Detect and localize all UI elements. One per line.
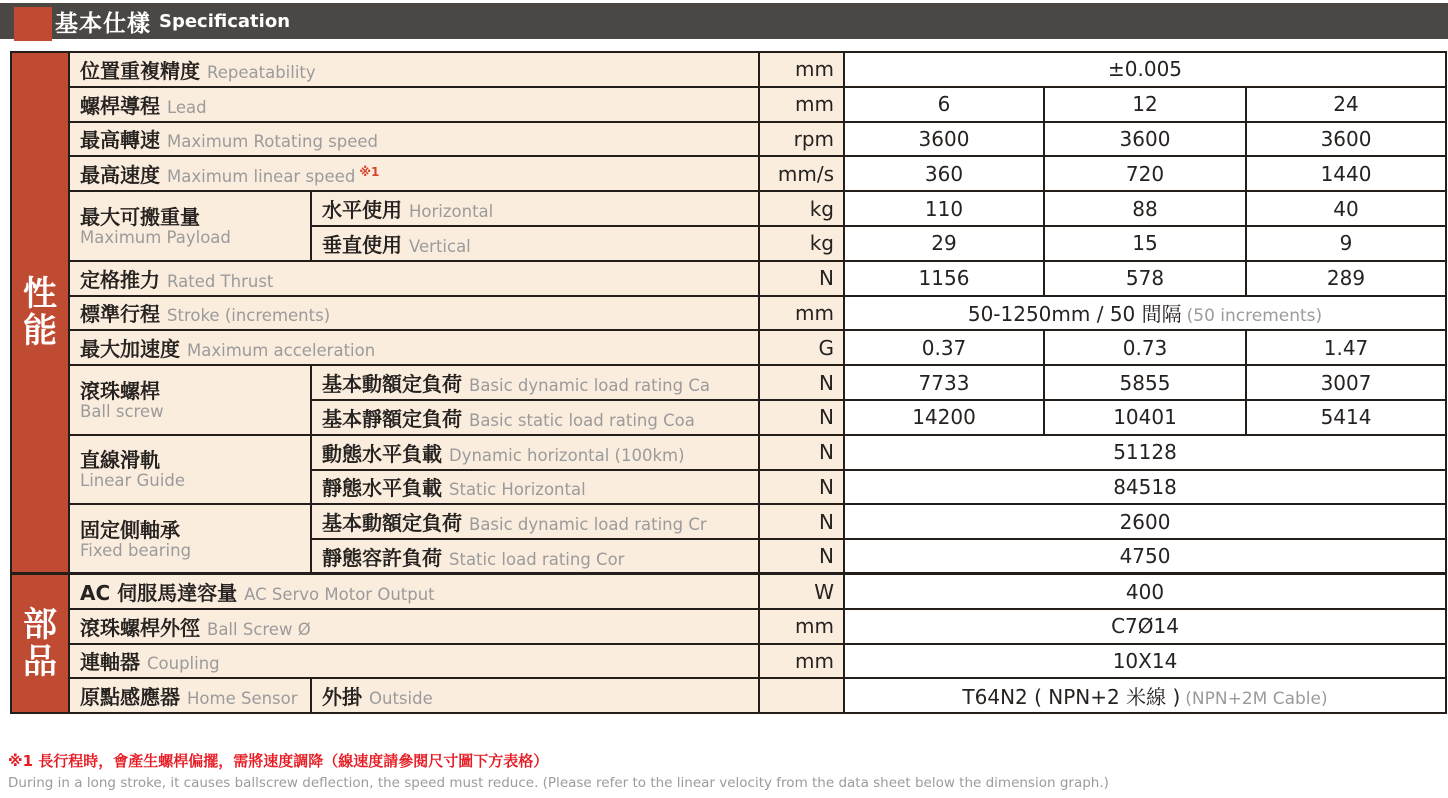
row-acceleration xyxy=(11,330,1446,365)
label-payload-en: Maximum Payload xyxy=(80,227,231,247)
label-rotating-speed-en: Maximum Rotating speed xyxy=(167,132,379,152)
label-guide-static-cjk: 靜態水平負載 xyxy=(322,476,442,501)
label-coupling-en: Coupling xyxy=(147,654,220,674)
label-payload-horizontal xyxy=(311,191,759,226)
label-ball-screw-dynamic xyxy=(311,365,759,400)
label-screw-diameter xyxy=(69,609,759,644)
value-payload-horizontal-3: 40 xyxy=(1246,191,1446,226)
value-lead-3: 24 xyxy=(1246,87,1446,122)
unit-repeatability: mm xyxy=(759,52,844,87)
page-title-cjk: 基本仕樣 xyxy=(55,10,151,37)
page-title-en: Specification xyxy=(159,10,291,32)
unit-rated-thrust: N xyxy=(759,261,844,296)
row-screw-diameter xyxy=(11,609,1446,644)
label-linear-guide-group xyxy=(69,435,311,505)
label-payload-vertical xyxy=(311,226,759,261)
label-bearing-static-cjk: 靜態容許負荷 xyxy=(322,545,442,570)
label-guide-dynamic-en: Dynamic horizontal (100km) xyxy=(449,445,685,465)
section-performance-char1: 性 xyxy=(23,274,57,314)
unit-servo-output: W xyxy=(759,574,844,609)
value-stroke xyxy=(844,296,1446,331)
value-rated-thrust-1: 1156 xyxy=(844,261,1044,296)
label-bearing-static xyxy=(311,539,759,574)
label-screw-diameter-en: Ball Screw Ø xyxy=(207,619,311,639)
label-rated-thrust-en: Rated Thrust xyxy=(167,271,274,291)
unit-lead: mm xyxy=(759,87,844,122)
label-coupling-cjk: 連軸器 xyxy=(80,650,140,675)
value-payload-horizontal-2: 88 xyxy=(1044,191,1246,226)
label-linear-speed-en: Maximum linear speed xyxy=(167,167,356,187)
label-acceleration xyxy=(69,330,759,365)
unit-home-sensor xyxy=(759,678,844,713)
unit-payload-vertical: kg xyxy=(759,226,844,261)
unit-guide-static: N xyxy=(759,470,844,505)
row-linear-speed xyxy=(11,156,1446,191)
value-ball-screw-dynamic-1: 7733 xyxy=(844,365,1044,400)
label-guide-dynamic-cjk: 動態水平負載 xyxy=(322,441,442,466)
unit-stroke: mm xyxy=(759,296,844,331)
footnote-en: During in a long stroke, it causes ballscrew deflection, the speed must reduce. (Please refer to the linear velocity from the data sheet below the dimension graph.) xyxy=(8,774,1109,791)
label-ball-screw-cjk: 滾珠螺桿 xyxy=(80,378,160,403)
label-screw-diameter-cjk: 滾珠螺桿外徑 xyxy=(80,615,200,640)
label-coupling xyxy=(69,644,759,679)
value-stroke-main: 50-1250mm / 50 間隔 xyxy=(967,302,1182,327)
label-ball-screw-dynamic-en: Basic dynamic load rating Ca xyxy=(469,376,710,396)
label-repeatability-en: Repeatability xyxy=(207,62,316,82)
label-lead xyxy=(69,87,759,122)
row-repeatability xyxy=(11,52,1446,87)
label-lead-en: Lead xyxy=(167,97,207,117)
row-servo-output xyxy=(11,574,1446,609)
value-payload-horizontal-1: 110 xyxy=(844,191,1044,226)
value-guide-static: 84518 xyxy=(844,470,1446,505)
label-servo-output-cjk: AC 伺服馬達容量 xyxy=(80,581,238,606)
label-fixed-bearing-group xyxy=(69,504,311,574)
row-guide-dynamic xyxy=(11,435,1446,470)
label-home-sensor-cjk: 原點感應器 xyxy=(80,685,180,710)
row-rated-thrust xyxy=(11,261,1446,296)
label-linear-speed xyxy=(69,156,759,191)
spec-table xyxy=(10,51,1447,714)
label-payload-vertical-cjk: 垂直使用 xyxy=(322,232,402,257)
unit-acceleration: G xyxy=(759,330,844,365)
unit-linear-speed: mm/s xyxy=(759,156,844,191)
unit-rotating-speed: rpm xyxy=(759,122,844,157)
label-fixed-bearing-en: Fixed bearing xyxy=(80,540,192,560)
value-guide-dynamic: 51128 xyxy=(844,435,1446,470)
label-payload-vertical-en: Vertical xyxy=(409,236,471,256)
label-home-sensor xyxy=(69,678,311,713)
row-payload-horizontal xyxy=(11,191,1446,226)
label-ball-screw-en: Ball screw xyxy=(80,401,164,421)
value-home-sensor xyxy=(844,678,1446,713)
unit-guide-dynamic: N xyxy=(759,435,844,470)
value-linear-speed-3: 1440 xyxy=(1246,156,1446,191)
value-screw-diameter: C7Ø14 xyxy=(844,609,1446,644)
label-servo-output xyxy=(69,574,759,609)
footnote-cjk: ※1 長行程時，會產生螺桿偏擺，需將速度調降（線速度請參閱尺寸圖下方表格） xyxy=(8,752,549,770)
value-rated-thrust-2: 578 xyxy=(1044,261,1246,296)
label-fixed-bearing-cjk: 固定側軸承 xyxy=(80,517,180,542)
label-guide-dynamic xyxy=(311,435,759,470)
value-linear-speed-2: 720 xyxy=(1044,156,1246,191)
value-rotating-speed-1: 3600 xyxy=(844,122,1044,157)
label-repeatability xyxy=(69,52,759,87)
label-stroke-en: Stroke (increments) xyxy=(167,306,331,326)
unit-payload-horizontal: kg xyxy=(759,191,844,226)
label-linear-guide-cjk: 直線滑軌 xyxy=(80,448,160,473)
value-rotating-speed-3: 3600 xyxy=(1246,122,1446,157)
footnote-ref-mark: ※1 xyxy=(359,164,380,179)
value-payload-vertical-3: 9 xyxy=(1246,226,1446,261)
label-guide-static xyxy=(311,470,759,505)
row-ball-screw-dynamic xyxy=(11,365,1446,400)
label-payload-cjk: 最大可搬重量 xyxy=(80,204,200,229)
value-lead-2: 12 xyxy=(1044,87,1246,122)
label-servo-output-en: AC Servo Motor Output xyxy=(244,585,435,605)
row-coupling xyxy=(11,644,1446,679)
label-rotating-speed-cjk: 最高轉速 xyxy=(80,128,160,153)
row-stroke xyxy=(11,296,1446,331)
label-repeatability-cjk: 位置重複精度 xyxy=(80,58,200,83)
label-ball-screw-static-cjk: 基本靜額定負荷 xyxy=(322,406,462,431)
row-bearing-dynamic xyxy=(11,504,1446,539)
label-home-sensor-outside-en: Outside xyxy=(369,689,433,709)
value-payload-vertical-2: 15 xyxy=(1044,226,1246,261)
value-ball-screw-dynamic-3: 3007 xyxy=(1246,365,1446,400)
label-ball-screw-static-en: Basic static load rating Coa xyxy=(469,410,695,430)
label-acceleration-cjk: 最大加速度 xyxy=(80,337,180,362)
label-bearing-dynamic-en: Basic dynamic load rating Cr xyxy=(469,515,707,535)
label-ball-screw-group xyxy=(69,365,311,435)
label-bearing-dynamic xyxy=(311,504,759,539)
value-ball-screw-static-2: 10401 xyxy=(1044,400,1246,435)
value-acceleration-3: 1.47 xyxy=(1246,330,1446,365)
label-stroke-cjk: 標準行程 xyxy=(80,302,160,327)
label-guide-static-en: Static Horizontal xyxy=(449,480,586,500)
label-bearing-dynamic-cjk: 基本動額定負荷 xyxy=(322,511,462,536)
label-lead-cjk: 螺桿導程 xyxy=(80,93,160,118)
value-payload-vertical-1: 29 xyxy=(844,226,1044,261)
label-stroke xyxy=(69,296,759,331)
value-lead-1: 6 xyxy=(844,87,1044,122)
label-home-sensor-outside-cjk: 外掛 xyxy=(322,685,362,710)
value-ball-screw-static-3: 5414 xyxy=(1246,400,1446,435)
value-home-sensor-sub: (NPN+2M Cable) xyxy=(1185,689,1328,710)
unit-ball-screw-dynamic: N xyxy=(759,365,844,400)
value-stroke-sub: (50 increments) xyxy=(1186,306,1323,327)
label-home-sensor-en: Home Sensor xyxy=(187,689,298,709)
label-bearing-static-en: Static load rating Cor xyxy=(449,549,625,569)
value-home-sensor-main: T64N2 ( NPN+2 米線 ) xyxy=(962,685,1181,710)
value-rated-thrust-3: 289 xyxy=(1246,261,1446,296)
label-linear-speed-cjk: 最高速度 xyxy=(80,163,160,188)
label-rotating-speed xyxy=(69,122,759,157)
label-payload-group xyxy=(69,191,311,261)
value-bearing-dynamic: 2600 xyxy=(844,504,1446,539)
unit-bearing-dynamic: N xyxy=(759,504,844,539)
value-repeatability: ±0.005 xyxy=(844,52,1446,87)
row-home-sensor xyxy=(11,678,1446,713)
value-acceleration-2: 0.73 xyxy=(1044,330,1246,365)
row-rotating-speed xyxy=(11,122,1446,157)
section-performance-char2: 能 xyxy=(23,310,57,351)
section-label-performance xyxy=(11,52,69,574)
label-acceleration-en: Maximum acceleration xyxy=(187,341,376,361)
header-accent-square xyxy=(14,7,52,41)
label-payload-horizontal-cjk: 水平使用 xyxy=(322,198,402,223)
section-label-parts xyxy=(11,574,69,713)
label-ball-screw-dynamic-cjk: 基本動額定負荷 xyxy=(322,372,462,397)
value-ball-screw-dynamic-2: 5855 xyxy=(1044,365,1246,400)
label-home-sensor-outside xyxy=(311,678,759,713)
unit-bearing-static: N xyxy=(759,539,844,574)
unit-ball-screw-static: N xyxy=(759,400,844,435)
footnote xyxy=(8,752,1438,792)
value-ball-screw-static-1: 14200 xyxy=(844,400,1044,435)
value-linear-speed-1: 360 xyxy=(844,156,1044,191)
row-lead xyxy=(11,87,1446,122)
unit-coupling: mm xyxy=(759,644,844,679)
unit-screw-diameter: mm xyxy=(759,609,844,644)
value-rotating-speed-2: 3600 xyxy=(1044,122,1246,157)
page-title xyxy=(55,3,290,39)
value-coupling: 10X14 xyxy=(844,644,1446,679)
label-payload-horizontal-en: Horizontal xyxy=(409,202,494,222)
label-linear-guide-en: Linear Guide xyxy=(80,471,185,491)
value-acceleration-1: 0.37 xyxy=(844,330,1044,365)
value-bearing-static: 4750 xyxy=(844,539,1446,574)
section-parts-char2: 品 xyxy=(23,641,57,682)
label-ball-screw-static xyxy=(311,400,759,435)
section-parts-char1: 部 xyxy=(23,605,57,646)
value-servo-output: 400 xyxy=(844,574,1446,609)
label-rated-thrust xyxy=(69,261,759,296)
label-rated-thrust-cjk: 定格推力 xyxy=(80,267,160,292)
